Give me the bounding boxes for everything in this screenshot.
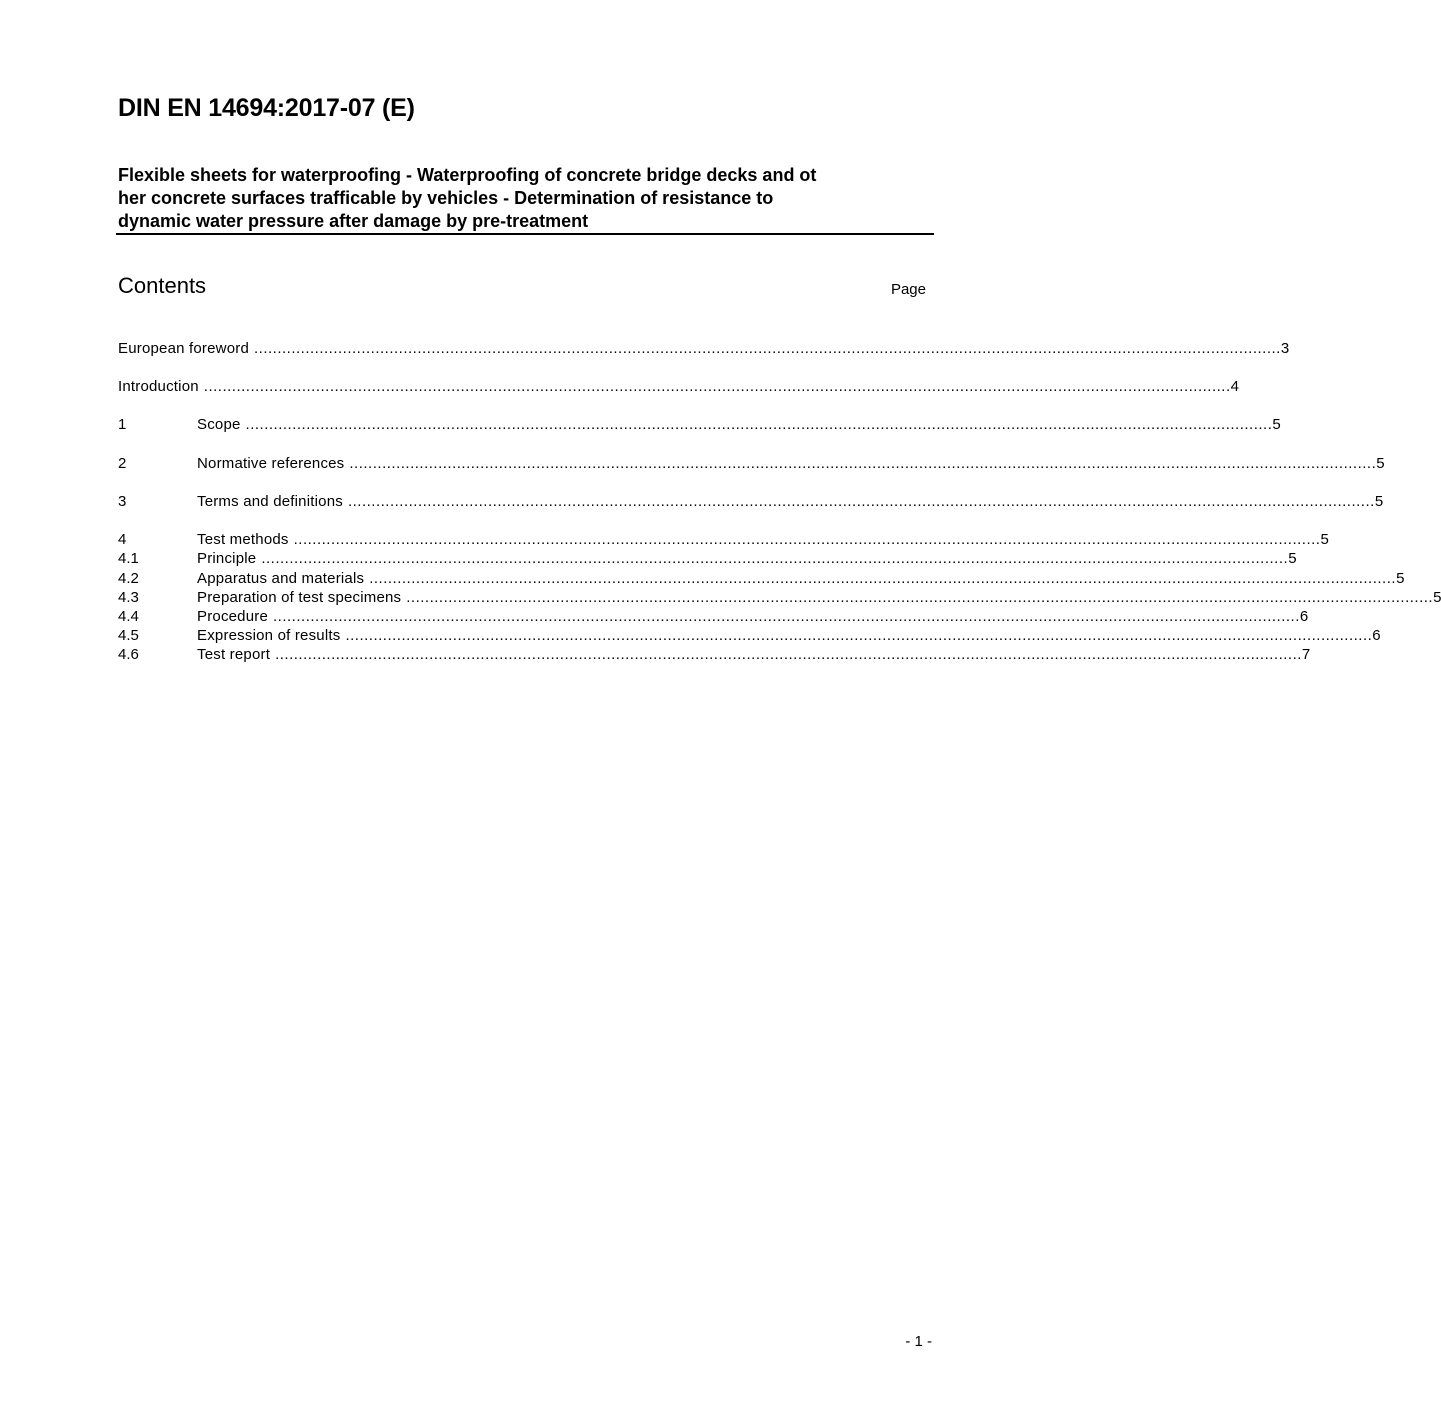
toc-entry-label: Preparation of test specimens xyxy=(197,589,402,606)
toc-entry-number: 3 xyxy=(118,493,127,510)
toc-entry-number: 2 xyxy=(118,455,127,472)
toc-entry-number: 4.5 xyxy=(118,627,139,644)
title-line: dynamic water pressure after damage by pre-treatment xyxy=(118,211,589,231)
toc-entry-label: Expression of results xyxy=(197,627,341,644)
toc-entry-preparation-of-test-specimens[interactable] xyxy=(118,588,1441,607)
toc-entry-terms-and-definitions[interactable] xyxy=(118,492,1384,511)
toc-entry-test-methods[interactable] xyxy=(118,530,1329,549)
toc-entry-page: 6 xyxy=(1372,627,1381,644)
toc-leader-dots: ............................................................................................................................................................................................................................ xyxy=(203,378,1231,395)
toc-entry-number: 4.3 xyxy=(118,589,139,606)
toc-entry-label: Scope xyxy=(197,416,241,433)
toc-entry-label: Procedure xyxy=(197,608,269,625)
toc-leader-dots: ............................................................................................................................................................................................................................ xyxy=(345,627,1373,644)
toc-entry-number: 4.6 xyxy=(118,646,139,663)
page-column-label: Page xyxy=(890,281,926,298)
title-line: Flexible sheets for waterproofing - Waterproofing of concrete bridge decks and ot xyxy=(118,165,817,185)
toc-leader-dots: ............................................................................................................................................................................................................................ xyxy=(261,550,1289,567)
title-divider xyxy=(116,233,934,235)
toc-entry-page: 5 xyxy=(1272,416,1281,433)
contents-heading: Contents xyxy=(118,273,207,298)
toc-entry-number: 4.1 xyxy=(118,550,139,567)
toc-entry-page: 3 xyxy=(1280,340,1290,357)
toc-entry-number: 4 xyxy=(118,531,127,548)
toc-entry-page: 5 xyxy=(1433,589,1441,606)
toc-leader-dots: ............................................................................................................................................................................................................................ xyxy=(349,455,1377,472)
toc-entry-introduction[interactable] xyxy=(118,377,1239,396)
toc-entry-page: 5 xyxy=(1374,493,1384,510)
toc-leader-dots: ............................................................................................................................................................................................................................ xyxy=(406,589,1434,606)
toc-entry-principle[interactable] xyxy=(118,549,1297,568)
toc-entry-test-report[interactable] xyxy=(118,645,1311,664)
toc-leader-dots: ............................................................................................................................................................................................................................ xyxy=(275,646,1302,663)
document-id: DIN EN 14694:2017-07 (E) xyxy=(118,94,415,122)
title-line: her concrete surfaces trafficable by vehicles - Determination of resistance to xyxy=(118,188,774,208)
toc-entry-label: Test report xyxy=(197,646,271,663)
toc-entry-scope[interactable] xyxy=(118,415,1281,434)
toc-entry-expression-of-results[interactable] xyxy=(118,626,1381,645)
toc-entry-page: 4 xyxy=(1230,378,1239,395)
toc-leader-dots: ............................................................................................................................................................................................................................ xyxy=(369,570,1397,587)
toc-entry-number: 4.4 xyxy=(118,608,139,625)
toc-entry-page: 5 xyxy=(1288,550,1297,567)
toc-entry-page: 7 xyxy=(1301,646,1311,663)
toc-entry-number: 4.2 xyxy=(118,570,139,587)
toc-entry-apparatus-and-materials[interactable] xyxy=(118,569,1405,588)
toc-entry-page: 5 xyxy=(1396,570,1405,587)
toc-entry-european-foreword[interactable] xyxy=(118,339,1290,358)
document-title xyxy=(118,164,918,233)
toc-leader-dots: ............................................................................................................................................................................................................................ xyxy=(347,493,1375,510)
toc-entry-page: 5 xyxy=(1320,531,1329,548)
toc-entry-label: Test methods xyxy=(197,531,289,548)
toc-entry-label: Terms and definitions xyxy=(197,493,343,510)
toc-leader-dots: ............................................................................................................................................................................................................................ xyxy=(273,608,1300,625)
toc-leader-dots: ............................................................................................................................................................................................................................ xyxy=(293,531,1321,548)
page-number: - 1 - xyxy=(905,1333,932,1350)
toc-entry-label: Principle xyxy=(197,550,257,567)
toc-leader-dots: ............................................................................................................................................................................................................................ xyxy=(245,416,1273,433)
toc-entry-label: European foreword xyxy=(118,340,249,357)
toc-entry-number: 1 xyxy=(118,416,127,433)
toc-entry-normative-references[interactable] xyxy=(118,454,1385,473)
toc-entry-label: Introduction xyxy=(118,378,199,395)
toc-entry-label: Normative references xyxy=(197,455,345,472)
toc-entry-page: 5 xyxy=(1376,455,1385,472)
toc-entry-page: 6 xyxy=(1299,608,1309,625)
toc-entry-procedure[interactable] xyxy=(118,607,1309,626)
toc-leader-dots: ............................................................................................................................................................................................................................ xyxy=(253,340,1281,357)
toc-entry-label: Apparatus and materials xyxy=(197,570,365,587)
